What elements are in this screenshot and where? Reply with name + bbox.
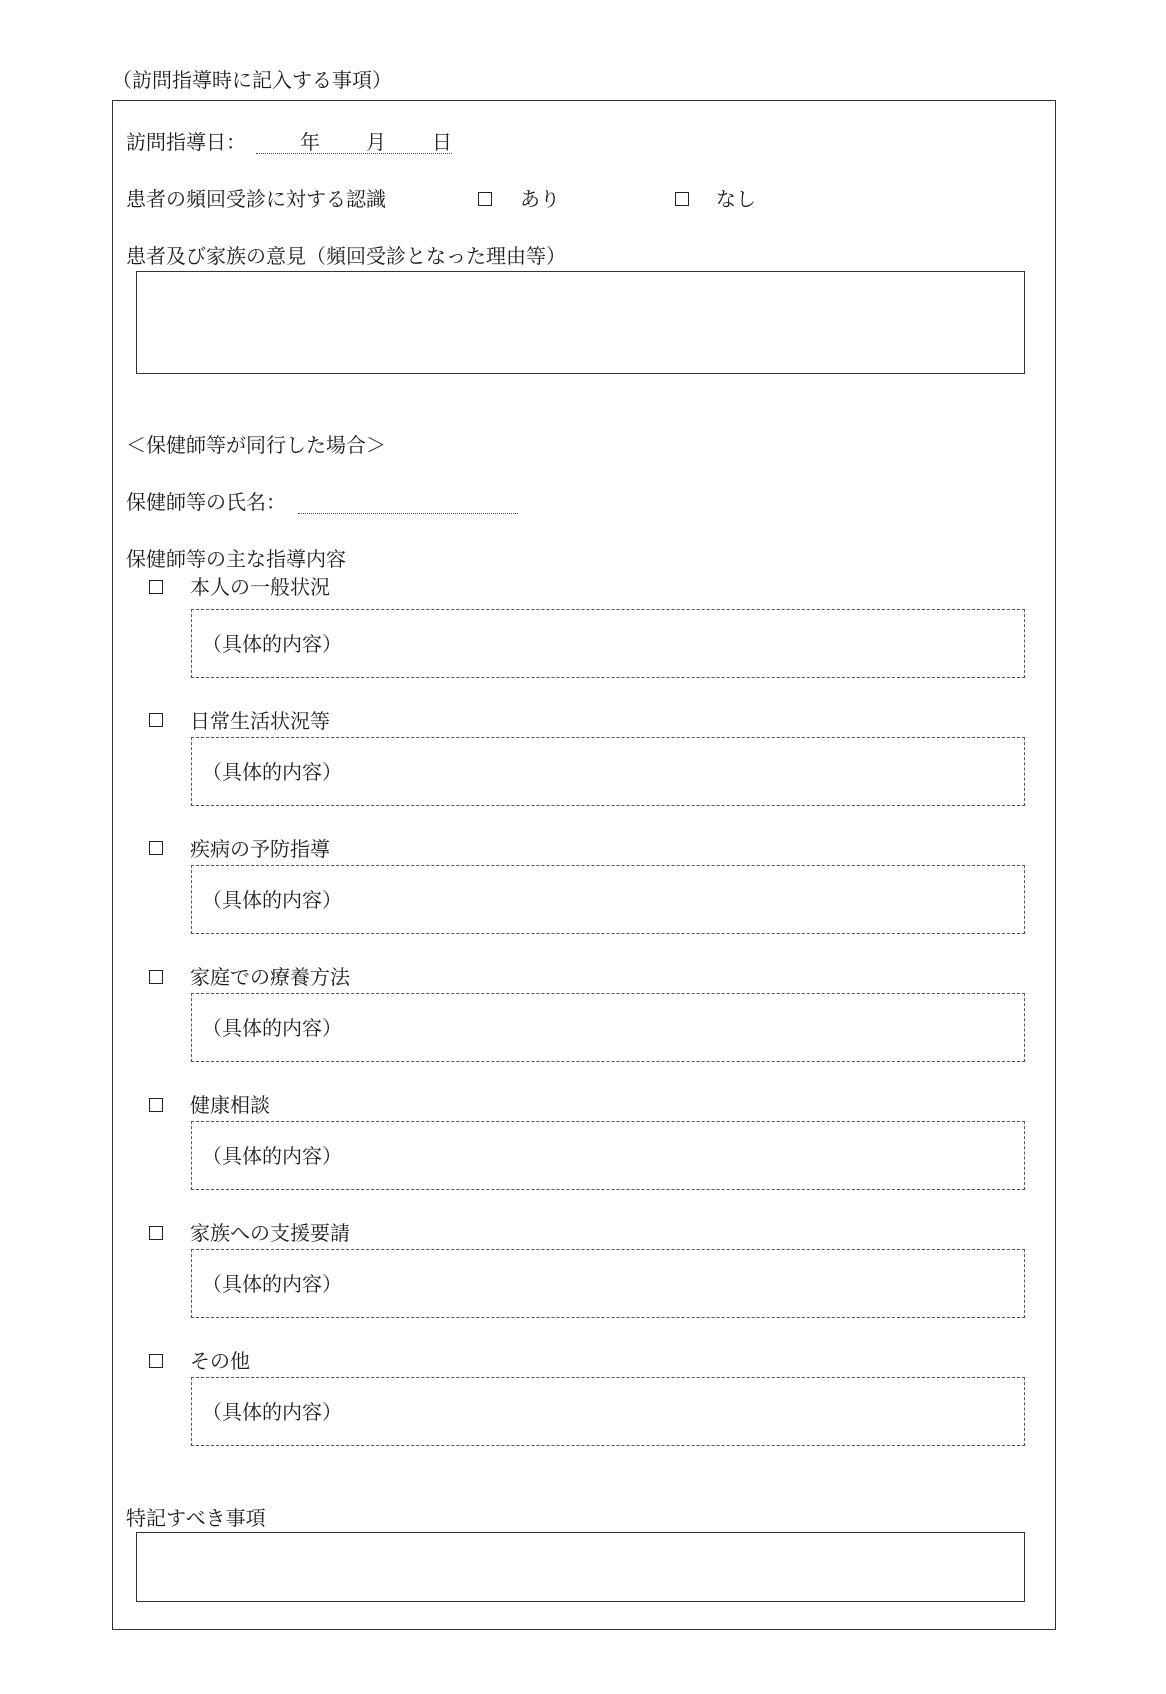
awareness-no-label: なし	[716, 187, 756, 211]
visit-date-field[interactable]	[256, 130, 452, 154]
awareness-yes-label: あり	[520, 187, 560, 211]
item-checkbox-prevention[interactable]	[149, 841, 163, 855]
item-detail-consultation: （具体的内容）	[202, 1144, 342, 1168]
item-label-daily-life: 日常生活状況等	[190, 709, 330, 733]
item-label-prevention: 疾病の予防指導	[190, 837, 330, 861]
visit-date-label: 訪問指導日：	[126, 130, 246, 154]
item-label-family-support: 家族への支援要請	[190, 1221, 350, 1245]
item-checkbox-consultation[interactable]	[149, 1098, 163, 1112]
awareness-yes-checkbox[interactable]	[478, 192, 492, 206]
item-label-other: その他	[190, 1349, 250, 1373]
item-checkbox-daily-life[interactable]	[149, 713, 163, 727]
item-detail-prevention: （具体的内容）	[202, 888, 342, 912]
nurse-content-label: 保健師等の主な指導内容	[126, 547, 346, 571]
header-note: （訪問指導時に記入する事項）	[112, 68, 392, 92]
item-checkbox-home-care[interactable]	[149, 970, 163, 984]
awareness-label: 患者の頻回受診に対する認識	[126, 187, 386, 211]
item-detail-general: （具体的内容）	[202, 632, 342, 656]
item-label-general: 本人の一般状況	[190, 575, 330, 599]
awareness-no-checkbox[interactable]	[675, 192, 689, 206]
special-notes-label: 特記すべき事項	[126, 1506, 266, 1530]
item-checkbox-family-support[interactable]	[149, 1226, 163, 1240]
item-detail-daily-life: （具体的内容）	[202, 760, 342, 784]
special-notes-textbox[interactable]	[136, 1532, 1025, 1602]
opinion-textbox[interactable]	[136, 271, 1025, 374]
day-unit: 日	[432, 130, 452, 154]
month-unit: 月	[366, 130, 386, 154]
opinion-label: 患者及び家族の意見（頻回受診となった理由等）	[126, 244, 566, 268]
nurse-name-field[interactable]	[298, 493, 518, 514]
nurse-section-heading: ＜保健師等が同行した場合＞	[126, 433, 386, 457]
item-checkbox-general[interactable]	[149, 580, 163, 594]
item-label-consultation: 健康相談	[190, 1093, 270, 1117]
item-detail-family-support: （具体的内容）	[202, 1272, 342, 1296]
item-checkbox-other[interactable]	[149, 1354, 163, 1368]
year-unit: 年	[300, 130, 320, 154]
nurse-name-label: 保健師等の氏名：	[126, 490, 286, 514]
item-label-home-care: 家庭での療養方法	[190, 965, 350, 989]
item-detail-home-care: （具体的内容）	[202, 1016, 342, 1040]
item-detail-other: （具体的内容）	[202, 1400, 342, 1424]
